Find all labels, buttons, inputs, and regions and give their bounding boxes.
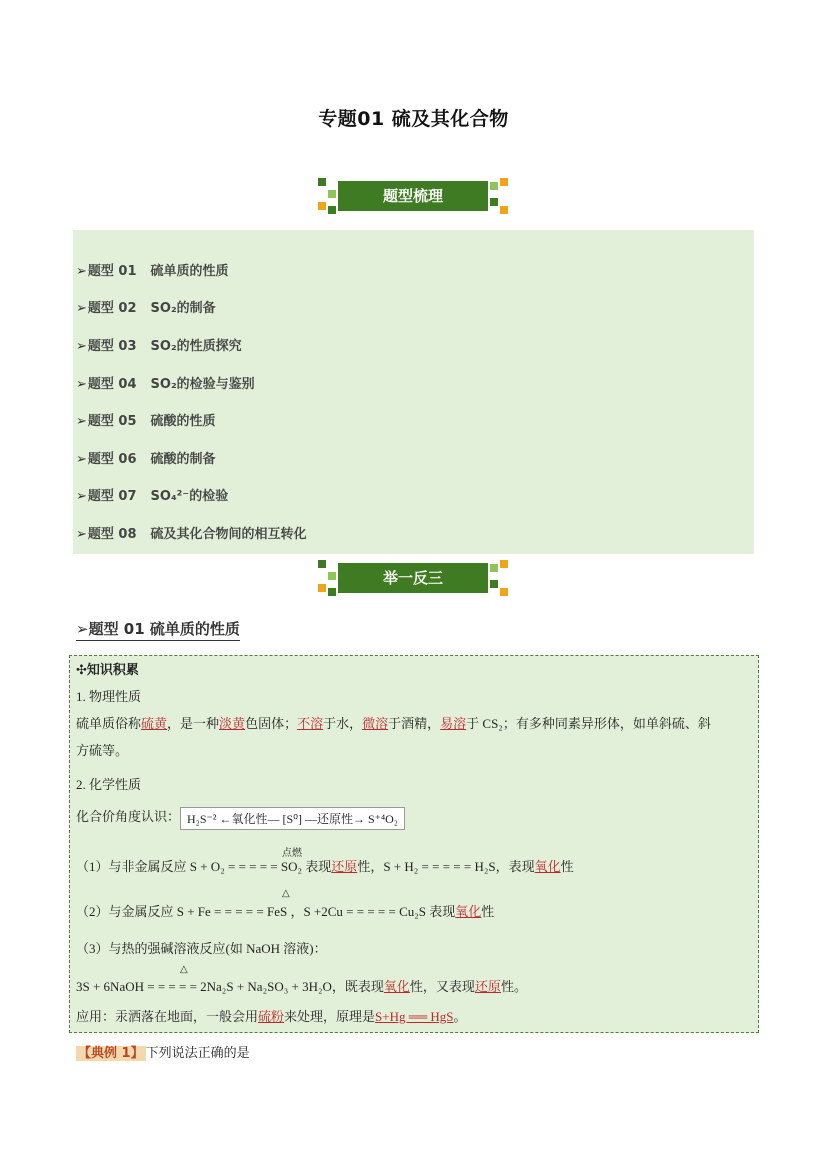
reaction-nonmetal: （1）与非金属反应 S + O₂ = = = = = SO₂ 表现还原性，S + H₂ = = = = = H₂S，表现氧化性	[76, 859, 574, 874]
type-list-panel	[73, 230, 754, 554]
reaction-base: 3S + 6NaOH = = = = = 2Na₂S + Na₂SO₃ + 3H₂O，既表现氧化性，又表现还原性。	[76, 979, 527, 994]
section-banner-practice	[318, 560, 508, 596]
reaction-base-title: （3）与热的强碱溶液反应(如 NaOH 溶液)：	[76, 941, 327, 956]
banner-title: 举一反三	[338, 563, 488, 593]
valence-line: 化合价角度认识： H₂S⁻² ←氧化性— [S⁰] —还原性→ S⁺⁴O₂	[76, 806, 405, 830]
toc-item[interactable]: ➢题型 08 硫及其化合物间的相互转化	[76, 527, 307, 542]
physical-title: 1. 物理性质	[76, 689, 142, 704]
valence-diagram: H₂S⁻² ←氧化性— [S⁰] —还原性→ S⁺⁴O₂	[180, 807, 405, 830]
knowledge-header: ✣知识积累	[76, 663, 139, 678]
example-question	[76, 1042, 250, 1061]
section-banner-types	[318, 178, 508, 214]
heat-note: △	[282, 888, 290, 899]
toc-item[interactable]: ➢题型 03 SO₂的性质探究	[76, 339, 242, 354]
example-text: 下列说法正确的是	[145, 1046, 250, 1061]
example-tag: 【典例 1】	[78, 1046, 144, 1061]
ignite-note: 点燃	[282, 848, 302, 859]
knowledge-box	[69, 655, 759, 1033]
chemical-title: 2. 化学性质	[76, 777, 142, 792]
physical-line-1: 硫单质俗称硫黄，是一种淡黄色固体；不溶于水，微溶于酒精，易溶于 CS₂；有多种同素异形体，如单斜硫、斜	[76, 716, 711, 731]
application-line: 应用：汞洒落在地面，一般会用硫粉来处理，原理是S+Hg ══ HgS。	[76, 1009, 467, 1024]
reaction-metal: （2）与金属反应 S + Fe = = = = = FeS ，S +2Cu = = = = = Cu₂S 表现氧化性	[76, 904, 495, 919]
toc-item[interactable]: ➢题型 02 SO₂的制备	[76, 301, 216, 316]
toc-item[interactable]: ➢题型 05 硫酸的性质	[76, 414, 216, 429]
heat-note: △	[180, 964, 188, 975]
toc-item[interactable]: ➢题型 06 硫酸的制备	[76, 452, 216, 467]
toc-item[interactable]: ➢题型 01 硫单质的性质	[76, 264, 229, 279]
banner-title: 题型梳理	[338, 181, 488, 211]
section-heading: ➢题型 01 硫单质的性质	[76, 618, 240, 641]
toc-item[interactable]: ➢题型 04 SO₂的检验与鉴别	[76, 377, 255, 392]
toc-item[interactable]: ➢题型 07 SO₄²⁻的检验	[76, 489, 229, 504]
page-title: 专题01 硫及其化合物	[318, 108, 509, 130]
physical-line-2: 方硫等。	[76, 743, 129, 758]
